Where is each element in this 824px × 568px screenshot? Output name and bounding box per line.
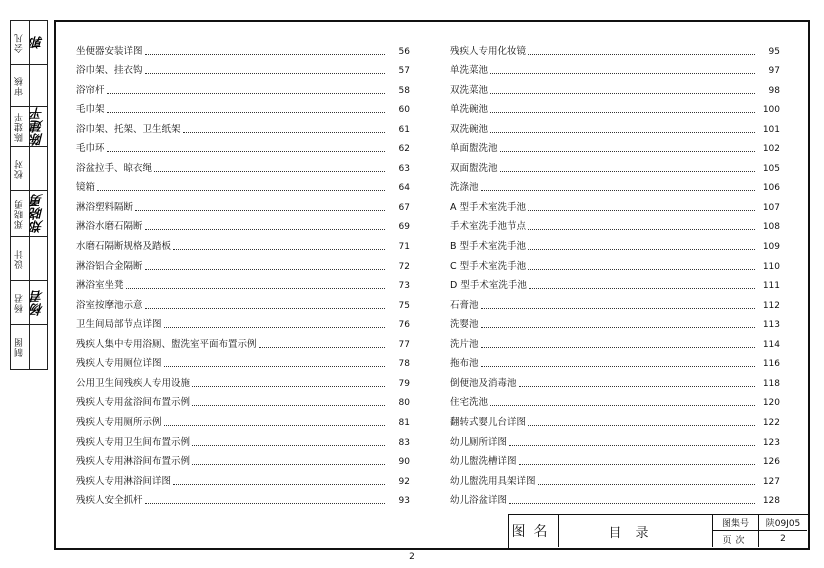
toc-entry bbox=[76, 331, 410, 351]
toc-entry-title: 残疾人专用淋浴间详图 bbox=[76, 475, 172, 487]
toc-entry-page: 120 bbox=[762, 398, 780, 409]
toc-leader-dots bbox=[145, 229, 385, 230]
toc-entry-title: 残疾人专用盆浴间布置示例 bbox=[76, 397, 191, 409]
toc-leader-dots bbox=[509, 503, 755, 504]
toc-leader-dots bbox=[500, 151, 755, 152]
toc-entry-page: 105 bbox=[762, 163, 780, 174]
toc-leader-dots bbox=[154, 171, 385, 172]
toc-entry bbox=[450, 155, 780, 175]
toc-entry-page: 109 bbox=[762, 242, 780, 252]
toc-leader-dots bbox=[145, 54, 385, 55]
toc-leader-dots bbox=[107, 151, 385, 152]
strip-label-2: 审核 bbox=[15, 76, 25, 96]
toc-entry-page: 60 bbox=[398, 105, 410, 116]
toc-entry-title: 幼儿厕所详图 bbox=[450, 436, 508, 448]
toc-entry bbox=[450, 351, 780, 371]
toc-entry-page: 111 bbox=[762, 281, 780, 292]
title-block-atlas-label: 图集号 bbox=[713, 515, 759, 531]
toc-entry-page: 58 bbox=[398, 85, 410, 96]
toc-leader-dots bbox=[528, 249, 755, 250]
toc-leader-dots bbox=[509, 445, 755, 446]
strip-label-4: 校对 bbox=[15, 159, 25, 179]
toc-entry-title: 淋浴塑料隔断 bbox=[76, 201, 134, 213]
strip-cell-4 bbox=[11, 147, 47, 191]
toc-entry-page: 67 bbox=[398, 202, 410, 213]
toc-entry bbox=[76, 312, 410, 332]
toc-entry-title: D 型手术室洗手池 bbox=[450, 280, 527, 292]
toc-entry-title: 残疾人专用卫生间布置示例 bbox=[76, 436, 191, 448]
toc-entry-title: 浴室按摩池示意 bbox=[76, 299, 143, 311]
toc-entry bbox=[450, 58, 780, 78]
toc-entry-page: 80 bbox=[398, 398, 410, 409]
toc-entry-page: 112 bbox=[762, 300, 780, 311]
toc-entry-title: 浴盆拉手、晾衣绳 bbox=[76, 162, 153, 174]
toc-entry-title: 石膏池 bbox=[450, 299, 479, 311]
footer-page-number: 2 bbox=[409, 552, 415, 562]
toc-entry-page: 83 bbox=[398, 437, 410, 448]
toc-leader-dots bbox=[481, 190, 755, 191]
toc-entry-page: 56 bbox=[398, 46, 410, 57]
toc-entry bbox=[76, 409, 410, 429]
toc-leader-dots bbox=[529, 288, 755, 289]
toc-leader-dots bbox=[259, 347, 385, 348]
toc-entry-title: 洗涤池 bbox=[450, 182, 479, 194]
toc-entry bbox=[450, 449, 780, 469]
toc-leader-dots bbox=[528, 54, 755, 55]
toc-entry-page: 69 bbox=[398, 222, 410, 233]
strip-signature-3: 陈建平 bbox=[31, 107, 46, 147]
toc-leader-dots bbox=[192, 464, 385, 465]
toc-entry-page: 114 bbox=[762, 339, 780, 350]
signature-strip bbox=[10, 20, 48, 370]
toc-entry bbox=[76, 97, 410, 117]
toc-leader-dots bbox=[481, 366, 755, 367]
title-block-page-label: 页次 bbox=[713, 531, 759, 547]
toc-leader-dots bbox=[135, 210, 385, 211]
toc-entry-title: 双洗菜池 bbox=[450, 84, 489, 96]
toc-entry bbox=[450, 488, 780, 508]
toc-entry-title: 住宅洗池 bbox=[450, 397, 489, 409]
toc-entry bbox=[76, 370, 410, 390]
toc-entry bbox=[76, 38, 410, 58]
strip-label-1: 会凡 bbox=[15, 33, 25, 53]
toc-leader-dots bbox=[528, 229, 755, 230]
toc-entry-title: 幼儿盥洗用具架详图 bbox=[450, 475, 536, 487]
strip-cell-2 bbox=[11, 65, 47, 107]
toc-leader-dots bbox=[538, 484, 755, 485]
toc-entry bbox=[76, 253, 410, 273]
toc-entry-page: 118 bbox=[762, 378, 780, 389]
toc-leader-dots bbox=[173, 249, 385, 250]
toc-leader-dots bbox=[490, 112, 755, 113]
toc-entry-page: 75 bbox=[398, 300, 410, 311]
toc-entry-title: 残疾人安全抓杆 bbox=[76, 495, 143, 507]
toc-leader-dots bbox=[164, 366, 385, 367]
title-block-name-value: 目录 bbox=[559, 515, 713, 547]
toc-entry-page: 92 bbox=[398, 476, 410, 487]
toc-leader-dots bbox=[97, 190, 385, 191]
toc-entry-page: 110 bbox=[762, 261, 780, 272]
toc-entry-title: 残疾人专用厕所示例 bbox=[76, 416, 162, 428]
toc-entry bbox=[76, 155, 410, 175]
strip-label-3: 陈建平 bbox=[15, 112, 25, 142]
toc-entry-page: 100 bbox=[762, 105, 780, 116]
toc-leader-dots bbox=[145, 503, 385, 504]
title-block-name-label: 图名 bbox=[509, 515, 559, 547]
toc-leader-dots bbox=[192, 445, 385, 446]
toc-entry-title: 倒便池及消毒池 bbox=[450, 377, 517, 389]
toc-entry-title: 镜箱 bbox=[76, 182, 96, 194]
toc-leader-dots bbox=[500, 171, 755, 172]
toc-entry-page: 93 bbox=[398, 496, 410, 507]
toc-entry-title: 幼儿盥洗槽详图 bbox=[450, 456, 517, 468]
strip-cell-7 bbox=[11, 281, 47, 325]
toc-entry-title: 浴巾架、托架、卫生纸架 bbox=[76, 123, 181, 135]
toc-entry-title: 双面盥洗池 bbox=[450, 162, 498, 174]
toc-entry bbox=[76, 273, 410, 293]
toc-leader-dots bbox=[192, 405, 385, 406]
toc-entry-title: 残疾人专用厕位详图 bbox=[76, 358, 162, 370]
toc-entry-page: 61 bbox=[398, 124, 410, 135]
toc-entry bbox=[76, 449, 410, 469]
toc-entry bbox=[450, 429, 780, 449]
toc-entry bbox=[450, 468, 780, 488]
toc-entry bbox=[76, 429, 410, 449]
toc-entry bbox=[76, 234, 410, 254]
toc-entry-page: 78 bbox=[398, 359, 410, 370]
toc-entry-page: 90 bbox=[398, 457, 410, 468]
strip-label-7: 杨君 bbox=[15, 293, 25, 313]
toc-entry-page: 98 bbox=[768, 85, 780, 96]
toc-entry bbox=[450, 214, 780, 234]
toc-entry-title: 卫生间局部节点详图 bbox=[76, 319, 162, 331]
toc-leader-dots bbox=[481, 327, 755, 328]
toc-entry-title: 水磨石隔断规格及踏板 bbox=[76, 241, 172, 252]
toc-entry-title: 残疾人专用化妆镜 bbox=[450, 45, 527, 57]
toc-leader-dots bbox=[528, 210, 755, 211]
toc-entry bbox=[450, 116, 780, 136]
toc-entry bbox=[450, 136, 780, 156]
toc-entry-title: 拖布池 bbox=[450, 358, 479, 370]
toc-entry-title: 毛巾环 bbox=[76, 143, 105, 155]
toc-leader-dots bbox=[164, 425, 385, 426]
toc-entry bbox=[76, 488, 410, 508]
toc-entry bbox=[76, 175, 410, 195]
toc-leader-dots bbox=[183, 132, 385, 133]
toc-entry-page: 57 bbox=[398, 66, 410, 77]
toc-entry-page: 108 bbox=[762, 222, 780, 233]
toc-entry-page: 81 bbox=[398, 417, 410, 428]
toc-entry bbox=[76, 116, 410, 136]
toc-entry bbox=[450, 253, 780, 273]
toc-entry-title: 残疾人专用淋浴间布置示例 bbox=[76, 456, 191, 468]
toc-entry-title: 浴巾架、挂衣钩 bbox=[76, 65, 143, 77]
toc-leader-dots bbox=[126, 288, 385, 289]
toc-entry-title: 坐便器安装详图 bbox=[76, 45, 143, 57]
toc-leader-dots bbox=[490, 405, 755, 406]
toc-leader-dots bbox=[481, 347, 755, 348]
toc-entry-title: A 型手术室洗手池 bbox=[450, 201, 527, 213]
toc-entry bbox=[76, 194, 410, 214]
toc-entry-page: 73 bbox=[398, 281, 410, 292]
toc-leader-dots bbox=[490, 73, 755, 74]
toc-entry bbox=[76, 292, 410, 312]
toc-entry-title: 双洗碗池 bbox=[450, 123, 489, 135]
toc-entry bbox=[450, 409, 780, 429]
toc-entry-page: 102 bbox=[762, 144, 780, 155]
toc-entry-page: 72 bbox=[398, 261, 410, 272]
toc-entry-title: 公用卫生间残疾人专用设施 bbox=[76, 377, 191, 389]
toc-leader-dots bbox=[528, 269, 755, 270]
toc-entry-title: 淋浴水磨石隔断 bbox=[76, 221, 143, 233]
toc-entry-title: 洗片池 bbox=[450, 338, 479, 350]
toc-entry-title: C 型手术室洗手池 bbox=[450, 260, 527, 272]
strip-signature-1: 郭 bbox=[31, 36, 46, 50]
toc-entry bbox=[450, 194, 780, 214]
toc-entry bbox=[76, 77, 410, 97]
title-block bbox=[508, 514, 808, 548]
strip-cell-6 bbox=[11, 237, 47, 281]
toc-entry bbox=[450, 370, 780, 390]
toc-entry-title: 单面盥洗池 bbox=[450, 143, 498, 155]
toc-entry bbox=[450, 331, 780, 351]
toc-leader-dots bbox=[145, 269, 385, 270]
strip-label-6: 设计 bbox=[15, 249, 25, 269]
title-block-atlas-value: 陕09J05 bbox=[759, 515, 807, 531]
toc-entry-page: 79 bbox=[398, 378, 410, 389]
toc-entry-title: 残疾人集中专用浴厕、盥洗室平面布置示例 bbox=[76, 338, 257, 350]
toc-entry-page: 95 bbox=[768, 46, 780, 57]
toc-entry-title: 手术室洗手池节点 bbox=[450, 221, 527, 233]
toc-entry bbox=[450, 390, 780, 410]
toc-entry-title: 毛巾架 bbox=[76, 104, 105, 116]
toc-entry-page: 63 bbox=[398, 163, 410, 174]
toc-leader-dots bbox=[145, 308, 385, 309]
toc-entry-page: 64 bbox=[398, 183, 410, 194]
toc-entry-title: 单洗碗池 bbox=[450, 104, 489, 116]
toc-entry-title: 浴帘杆 bbox=[76, 84, 105, 96]
toc-entry-page: 107 bbox=[762, 202, 780, 213]
toc-entry bbox=[450, 175, 780, 195]
toc-entry-page: 76 bbox=[398, 320, 410, 331]
strip-signature-7: 杨君 bbox=[31, 290, 46, 316]
toc-entry-title: 单洗菜池 bbox=[450, 65, 489, 77]
toc-entry bbox=[450, 312, 780, 332]
title-block-page-value: 2 bbox=[780, 534, 786, 544]
toc-entry bbox=[76, 136, 410, 156]
strip-label-8: 制图 bbox=[15, 337, 25, 357]
toc-entry-page: 97 bbox=[768, 66, 780, 77]
strip-label-5: 郑晓勇 bbox=[15, 199, 25, 229]
toc-entry-page: 77 bbox=[398, 339, 410, 350]
strip-signature-5: 郑晓勇 bbox=[31, 194, 46, 234]
toc-leader-dots bbox=[490, 132, 755, 133]
strip-cell-1 bbox=[11, 21, 47, 65]
strip-cell-5 bbox=[11, 191, 47, 237]
toc-leader-dots bbox=[145, 73, 385, 74]
toc-leader-dots bbox=[164, 327, 385, 328]
toc-entry-page: 62 bbox=[398, 144, 410, 155]
toc-leader-dots bbox=[107, 93, 385, 94]
toc-entry-page: 128 bbox=[762, 496, 780, 507]
toc-leader-dots bbox=[519, 386, 755, 387]
toc-entry bbox=[450, 77, 780, 97]
strip-cell-3 bbox=[11, 107, 47, 147]
toc-entry bbox=[450, 97, 780, 117]
toc-entry-title: 洗婴池 bbox=[450, 319, 479, 331]
toc-entry-page: 71 bbox=[398, 242, 410, 252]
toc-entry-page: 127 bbox=[762, 476, 780, 487]
toc-entry-page: 113 bbox=[762, 320, 780, 331]
drawing-frame bbox=[54, 20, 810, 550]
toc-entry-page: 101 bbox=[762, 124, 780, 135]
toc-entry bbox=[76, 351, 410, 371]
toc-entry-page: 116 bbox=[762, 359, 780, 370]
toc-leader-dots bbox=[528, 425, 755, 426]
toc-entry bbox=[76, 58, 410, 78]
toc-entry-title: 幼儿浴盆详图 bbox=[450, 495, 508, 507]
toc-entry bbox=[76, 214, 410, 234]
toc-leader-dots bbox=[173, 484, 385, 485]
toc-entry-title: 翻转式婴儿台详图 bbox=[450, 416, 527, 428]
toc-leader-dots bbox=[490, 93, 755, 94]
toc-leader-dots bbox=[107, 112, 385, 113]
toc-entry bbox=[76, 468, 410, 488]
toc-entry-page: 126 bbox=[762, 457, 780, 468]
toc-entry-title: B 型手术室洗手池 bbox=[450, 241, 527, 252]
toc-entry-page: 122 bbox=[762, 417, 780, 428]
toc-entry-title: 淋浴铝合金隔断 bbox=[76, 260, 143, 272]
toc-entry bbox=[450, 234, 780, 254]
toc-leader-dots bbox=[192, 386, 385, 387]
toc-leader-dots bbox=[519, 464, 755, 465]
strip-cell-8 bbox=[11, 325, 47, 369]
toc-entry-page: 123 bbox=[762, 437, 780, 448]
toc-entry-title: 淋浴室坐凳 bbox=[76, 280, 124, 292]
toc-entry-page: 106 bbox=[762, 183, 780, 194]
toc-entry bbox=[450, 292, 780, 312]
toc-entry bbox=[76, 390, 410, 410]
toc-leader-dots bbox=[481, 308, 755, 309]
toc-entry bbox=[450, 273, 780, 293]
toc-entry bbox=[450, 38, 780, 58]
